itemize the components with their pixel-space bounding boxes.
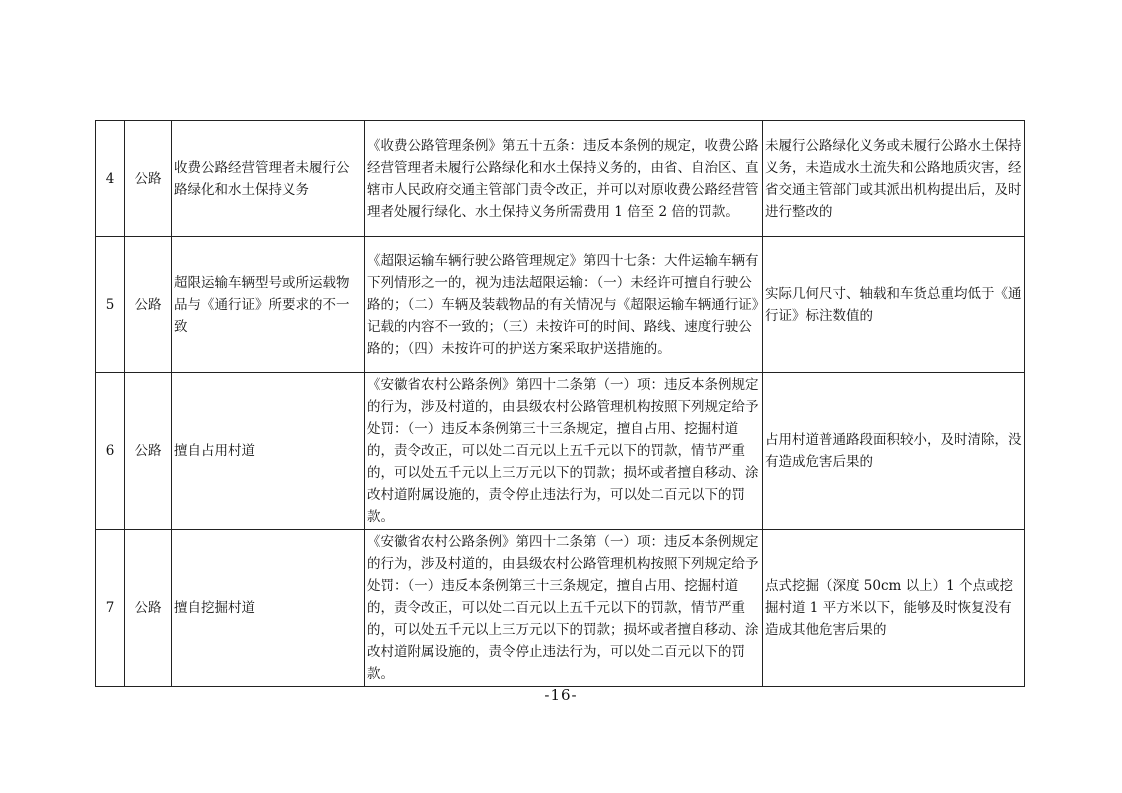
page-number: -16- [544,686,578,704]
row-legal-basis: 《安徽省农村公路条例》第四十二条第（一）项：违反本条例规定的行为，涉及村道的，由县级农村公路管理机构按照下列规定给予处罚：（一）违反本条例第三十三条规定，擅自占用、挖掘村道的，责令改正，可以处二百元以上五千元以下的罚款，情节严重的，可以处五千元以上三万元以下的罚款；损坏或者擅自移动、涂改村道附属设施的，责令停止违法行为，可以处二百元以下的罚款。 [365,530,763,687]
row-exemption-condition: 点式挖掘（深度 50cm 以上）1 个点或挖掘村道 1 平方米以下，能够及时恢复没有造成其他危害后果的 [763,530,1025,687]
row-exemption-condition: 占用村道普通路段面积较小，及时清除，没有造成危害后果的 [763,373,1025,530]
row-category: 公路 [125,373,172,530]
table-row [96,373,1025,530]
row-number: 5 [96,237,125,373]
row-number: 4 [96,121,125,237]
row-legal-basis: 《超限运输车辆行驶公路管理规定》第四十七条：大件运输车辆有下列情形之一的，视为违法超限运输：（一）未经许可擅自行驶公路的；（二）车辆及装载物品的有关情况与《超限运输车辆通行证》记载的内容不一致的；（三）未按许可的时间、路线、速度行驶公路的；（四）未按许可的护送方案采取护送措施的。 [365,237,763,373]
row-legal-basis: 《收费公路管理条例》第五十五条：违反本条例的规定，收费公路经营管理者未履行公路绿化和水土保持义务的，由省、自治区、直辖市人民政府交通主管部门责令改正，并可以对原收费公路经营管理者处履行绿化、水土保持义务所需费用 1 倍至 2 倍的罚款。 [365,121,763,237]
row-violation: 擅自占用村道 [172,373,365,530]
row-number: 7 [96,530,125,687]
table-row [96,237,1025,373]
regulation-table [95,120,1025,687]
row-violation: 收费公路经营管理者未履行公路绿化和水土保持义务 [172,121,365,237]
row-violation: 擅自挖掘村道 [172,530,365,687]
table-row [96,121,1025,237]
row-violation: 超限运输车辆型号或所运载物品与《通行证》所要求的不一致 [172,237,365,373]
row-category: 公路 [125,237,172,373]
row-category: 公路 [125,530,172,687]
row-legal-basis: 《安徽省农村公路条例》第四十二条第（一）项：违反本条例规定的行为，涉及村道的，由县级农村公路管理机构按照下列规定给予处罚：（一）违反本条例第三十三条规定，擅自占用、挖掘村道的，责令改正，可以处二百元以上五千元以下的罚款，情节严重的，可以处五千元以上三万元以下的罚款；损坏或者擅自移动、涂改村道附属设施的，责令停止违法行为，可以处二百元以下的罚款。 [365,373,763,530]
row-category: 公路 [125,121,172,237]
row-exemption-condition: 未履行公路绿化义务或未履行公路水土保持义务，未造成水土流失和公路地质灾害，经省交通主管部门或其派出机构提出后，及时进行整改的 [763,121,1025,237]
row-exemption-condition: 实际几何尺寸、轴载和车货总重均低于《通行证》标注数值的 [763,237,1025,373]
row-number: 6 [96,373,125,530]
table-row [96,530,1025,687]
